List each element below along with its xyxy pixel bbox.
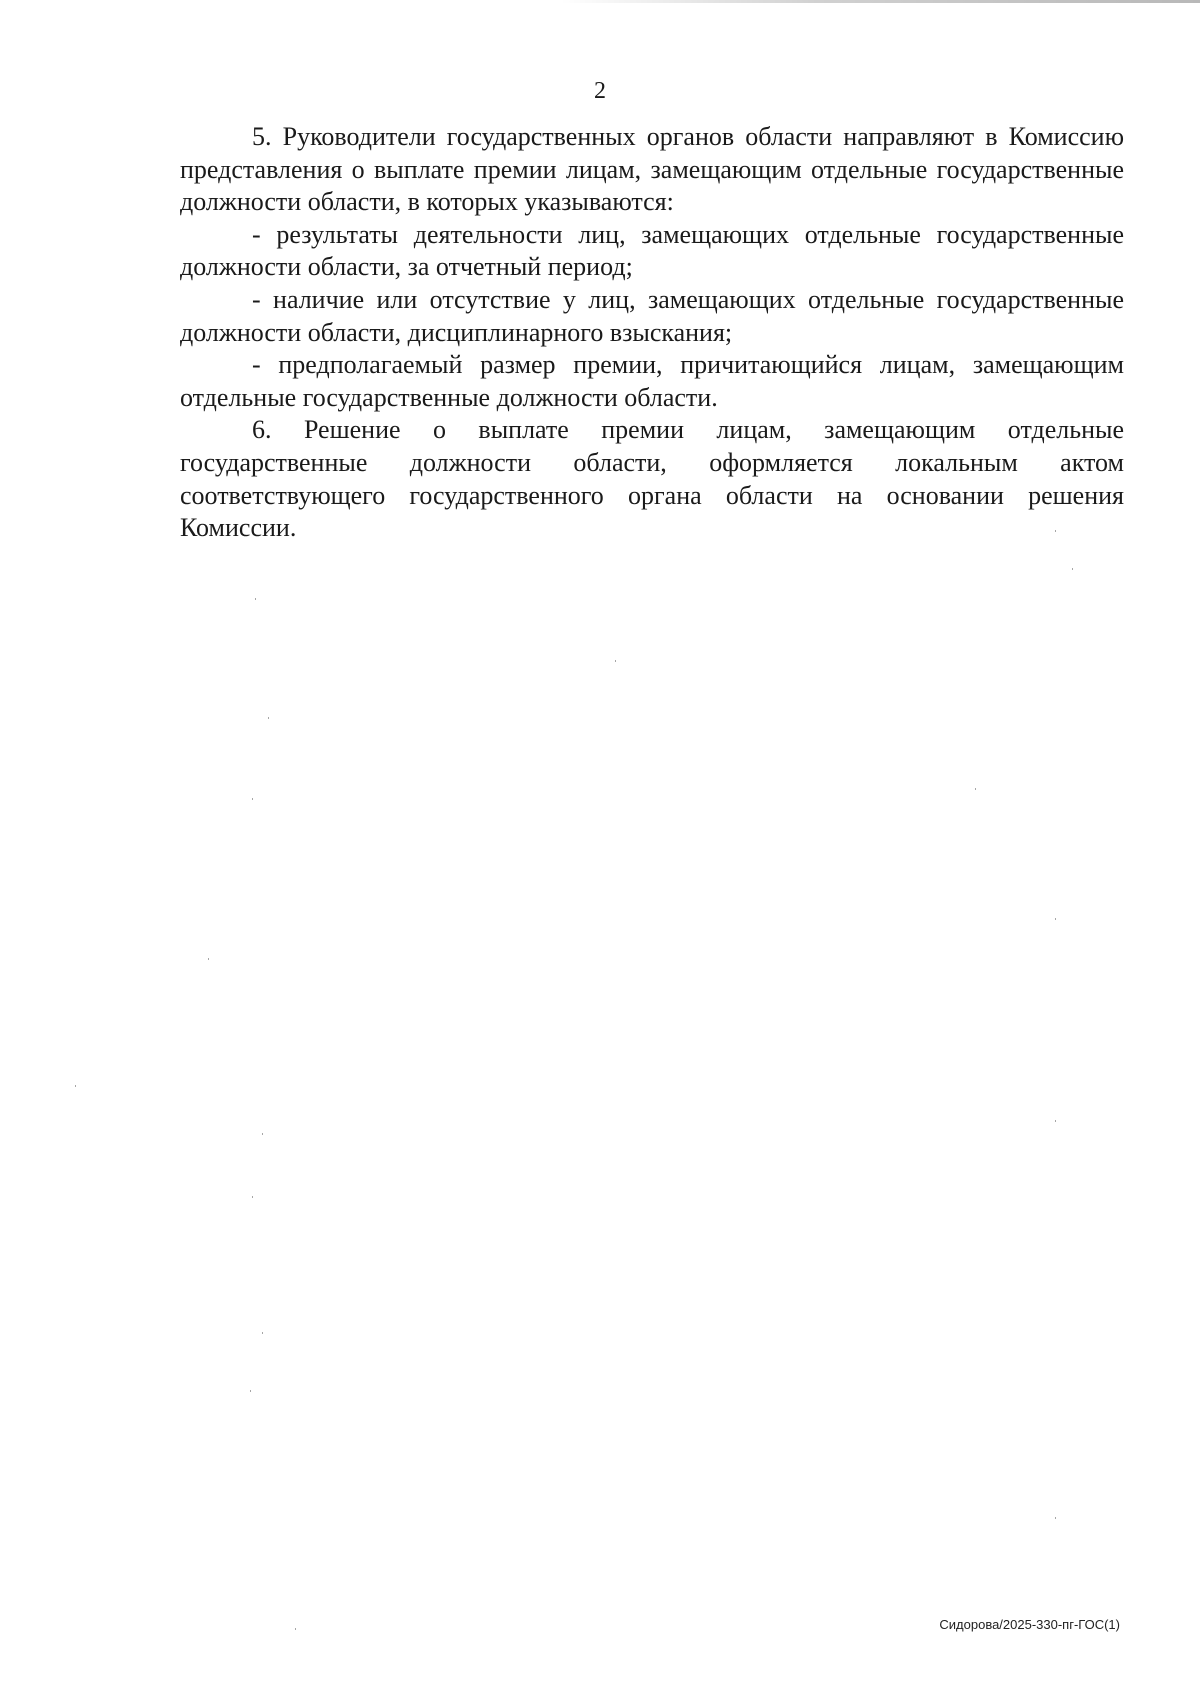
paragraph-5: 5. Руководители государственных органов области направляют в Комиссию представления о выплате премии лицам, замещающим отдельные государственные должности области, в которых указываются:	[180, 122, 1124, 217]
scan-speck	[262, 1133, 263, 1135]
scan-speck	[975, 788, 976, 790]
footer-reference: Сидорова/2025-330-пг-ГОС(1)	[939, 1617, 1120, 1632]
scan-speck	[615, 660, 616, 662]
page-number: 2	[594, 78, 606, 104]
scan-speck	[252, 798, 253, 800]
list-item-disciplinary: - наличие или отсутствие у лиц, замещающих отдельные государственные должности области, дисциплинарного взыскания;	[180, 284, 1124, 347]
scan-speck	[268, 717, 269, 719]
scan-speck	[75, 1085, 76, 1087]
document-body	[180, 121, 1124, 545]
scan-speck	[208, 958, 209, 960]
paragraph-6: 6. Решение о выплате премии лицам, замещающим отдельные государственные должности области, оформляется локальным актом соответствующего государственного органа области на основании решения Комиссии.	[180, 415, 1124, 543]
scan-speck	[250, 1390, 251, 1392]
scan-speck	[1055, 530, 1056, 532]
scan-speck	[1072, 568, 1073, 570]
scan-speck	[1055, 1120, 1056, 1122]
list-item-bonus-size: - предполагаемый размер премии, причитающийся лицам, замещающим отдельные государственные должности области.	[180, 350, 1124, 412]
scan-speck	[262, 1332, 263, 1334]
scan-edge	[560, 0, 1200, 3]
scan-speck	[252, 1196, 253, 1198]
list-item-results: - результаты деятельности лиц, замещающих отдельные государственные должности области, за отчетный период;	[180, 219, 1124, 282]
scan-speck	[255, 598, 256, 600]
scan-speck	[295, 1628, 296, 1630]
scan-speck	[1055, 918, 1056, 920]
scan-speck	[1055, 1517, 1056, 1519]
